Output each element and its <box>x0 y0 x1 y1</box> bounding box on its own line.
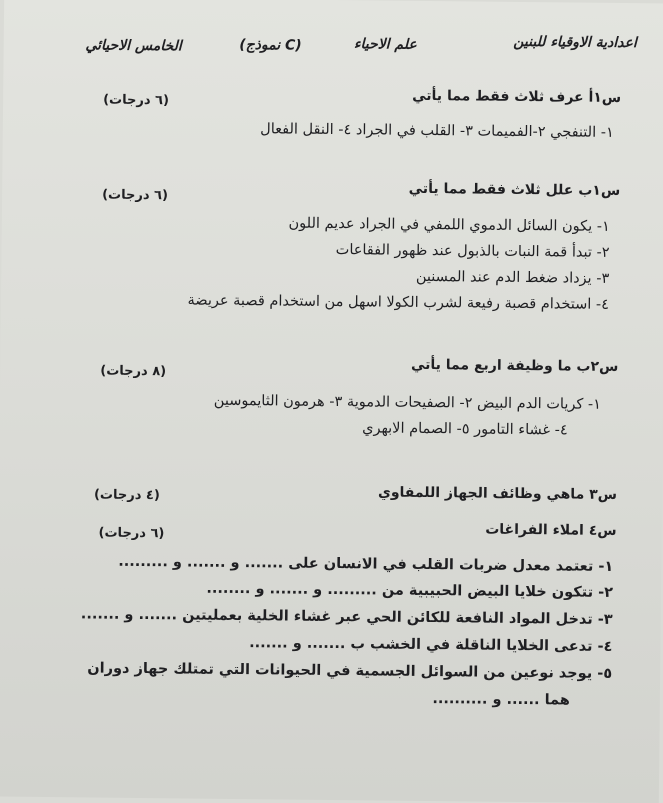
q4-marks: (٦ درجات) <box>98 525 165 542</box>
q1b-marks: (٦ درجات) <box>102 187 169 204</box>
q4-item-5: ٥- يوجد نوعين من السوائل الجسمية في الحيوانات التي تمتلك جهاز دوران <box>87 660 613 682</box>
q1b-item-3: ٣- يزداد ضغط الدم عند المسنين <box>415 268 610 287</box>
q4-item-5-continued: هما ...... و .......... <box>432 691 570 709</box>
q1a-title: س١أ عرف ثلاث فقط مما يأتي <box>412 87 622 107</box>
q3-title: س٣ ماهي وظائف الجهاز اللمفاوي <box>377 484 618 503</box>
q1a-marks: (٦ درجات) <box>103 92 170 109</box>
q2b-item-1: ١- كريات الدم البيض ٢- الصفيحات الدموية ٣- هرمون الثايموسين <box>213 392 602 413</box>
subject-name: علم الاحياء <box>353 36 417 53</box>
q1a-item-1: ١- التنفجي ٢-الفميمات ٣- القلب في الجراد ٤- النقل الفعال <box>260 121 614 141</box>
model-label: (نموذج C) <box>239 37 302 54</box>
q4-item-3: ٣- تدخل المواد النافعة للكائن الحي عبر غشاء الخلية بعمليتين ....... و ....... <box>80 606 613 628</box>
q1b-item-2: ٢- تبدأ قمة النبات بالذبول عند ظهور الفقاعات <box>335 242 610 261</box>
q2b-title: س٢ب ما وظيفة اربع مما يأتي <box>410 356 619 376</box>
q1b-title: س١ب علل ثلاث فقط مما يأتي <box>408 180 621 200</box>
school-name: اعدادية الاوقياء للبنين <box>513 33 637 52</box>
exam-header <box>4 0 663 55</box>
q1b-item-4: ٤- استخدام قصبة رفيعة لشرب الكولا اسهل من استخدام قصبة عريضة <box>187 292 610 313</box>
q2b-item-2: ٤- غشاء التامور ٥- الصمام الابهري <box>362 420 568 439</box>
q4-item-4: ٤- تدعى الخلايا الناقلة في الخشب ب ....... و ....... <box>249 635 613 655</box>
q4-item-1: ١- تعتمد معدل ضربات القلب في الانسان على ....... و ....... و ......... <box>118 553 614 575</box>
q3-marks: (٤ درجات) <box>93 487 160 504</box>
grade-label: الخامس الاحيائي <box>85 37 182 55</box>
q2b-marks: (٨ درجات) <box>100 363 167 380</box>
q1b-item-1: ١- يكون السائل الدموي اللمفي في الجراد عديم اللون <box>288 215 610 235</box>
q4-item-2: ٢- تتكون خلايا البيض الحبيبية من ......... و ....... و ........ <box>206 580 614 601</box>
q4-title: س٤ املاء الفراغات <box>485 521 617 539</box>
